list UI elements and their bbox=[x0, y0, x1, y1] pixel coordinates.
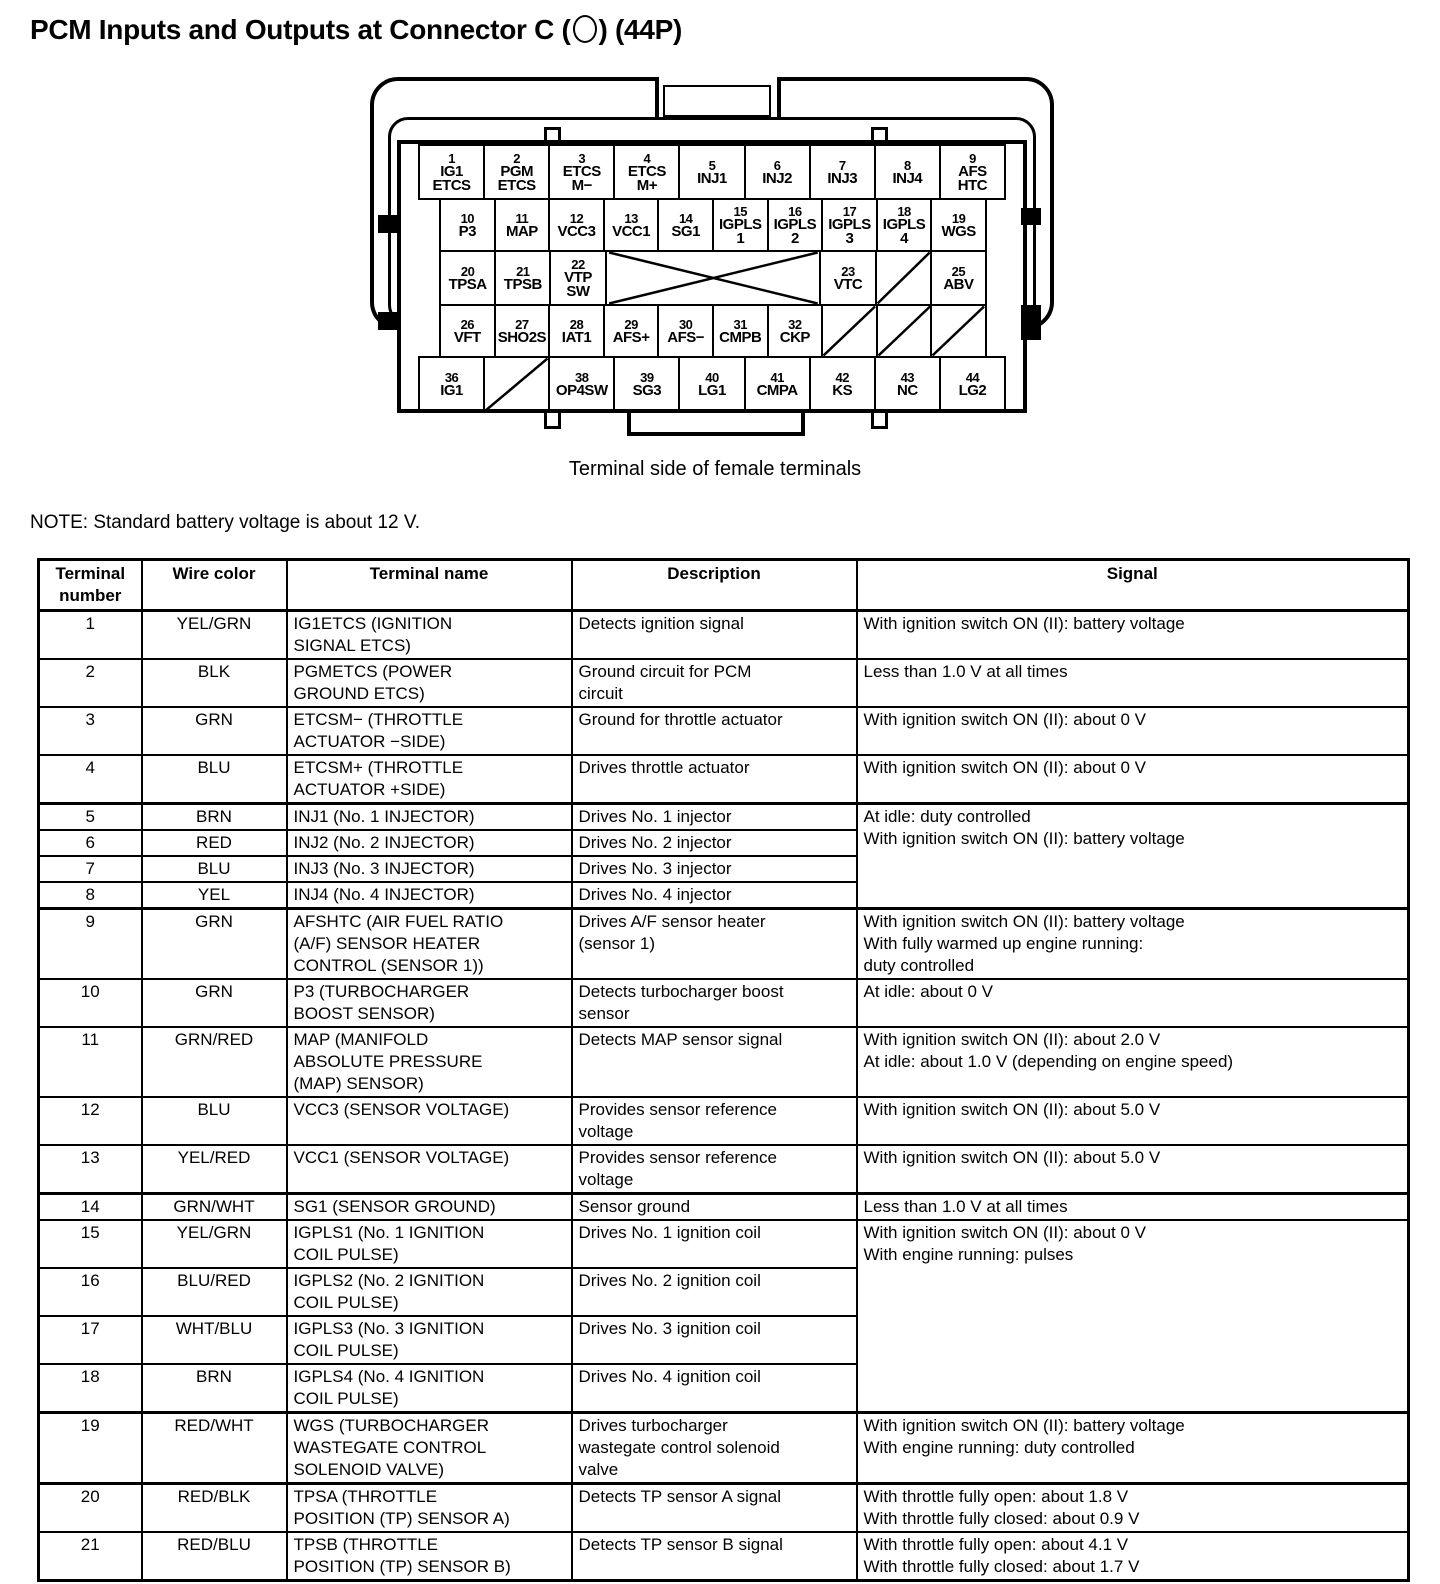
pin-32: 32 CKP bbox=[767, 304, 824, 358]
terminal-row-21 bbox=[39, 1532, 1409, 1581]
wire-color: BLU bbox=[142, 1097, 287, 1145]
terminal-number: 7 bbox=[39, 856, 142, 882]
signal: Less than 1.0 V at all times bbox=[857, 1194, 1409, 1221]
col-header-description: Description bbox=[572, 560, 857, 611]
wire-color: WHT/BLU bbox=[142, 1316, 287, 1364]
signal: With ignition switch ON (II): about 0 V With engine running: pulses bbox=[857, 1220, 1409, 1413]
terminal-number: 11 bbox=[39, 1027, 142, 1097]
terminal-name: INJ3 (No. 3 INJECTOR) bbox=[287, 856, 572, 882]
pin-4: 4 ETCS M+ bbox=[613, 144, 680, 200]
terminal-name: WGS (TURBOCHARGER WASTEGATE CONTROL SOLENOID VALVE) bbox=[287, 1413, 572, 1484]
terminal-number: 2 bbox=[39, 659, 142, 707]
description: Ground for throttle actuator bbox=[572, 707, 857, 755]
terminal-number: 16 bbox=[39, 1268, 142, 1316]
terminal-number: 13 bbox=[39, 1145, 142, 1194]
connector-top-slot-inner bbox=[663, 85, 771, 117]
description: Detects turbocharger boost sensor bbox=[572, 979, 857, 1027]
wire-color: GRN bbox=[142, 909, 287, 980]
description: Drives No. 3 ignition coil bbox=[572, 1316, 857, 1364]
wire-color: BLU/RED bbox=[142, 1268, 287, 1316]
pin-2: 2 PGM ETCS bbox=[483, 144, 550, 200]
pin-38: 38 OP4SW bbox=[548, 356, 615, 413]
terminal-name: VCC1 (SENSOR VOLTAGE) bbox=[287, 1145, 572, 1194]
wire-color: YEL/GRN bbox=[142, 1220, 287, 1268]
terminal-name: AFSHTC (AIR FUEL RATIO (A/F) SENSOR HEATER CONTROL (SENSOR 1)) bbox=[287, 909, 572, 980]
terminal-number: 6 bbox=[39, 830, 142, 856]
pin-11: 11 MAP bbox=[494, 198, 551, 252]
wire-color: RED/BLK bbox=[142, 1484, 287, 1533]
wire-color: YEL bbox=[142, 882, 287, 909]
pin-19: 19 WGS bbox=[930, 198, 987, 252]
pin-cell-empty bbox=[821, 304, 878, 358]
terminal-row-13 bbox=[39, 1145, 1409, 1194]
wire-color: GRN bbox=[142, 979, 287, 1027]
description: Drives A/F sensor heater (sensor 1) bbox=[572, 909, 857, 980]
terminal-name: INJ2 (No. 2 INJECTOR) bbox=[287, 830, 572, 856]
signal: With ignition switch ON (II): about 0 V bbox=[857, 755, 1409, 804]
pin-22: 22 VTP SW bbox=[549, 250, 606, 306]
col-header-terminal-number: Terminal number bbox=[39, 560, 142, 611]
pin-1: 1 IG1 ETCS bbox=[418, 144, 485, 200]
terminal-row-10 bbox=[39, 979, 1409, 1027]
pin-25: 25 ABV bbox=[930, 250, 987, 306]
pin-row-2 bbox=[401, 198, 1023, 252]
connector-bottom-tab-right bbox=[871, 413, 888, 429]
pin-row-3 bbox=[401, 250, 1023, 306]
signal: With ignition switch ON (II): battery voltage With engine running: duty controlled bbox=[857, 1413, 1409, 1484]
terminal-row-1 bbox=[39, 611, 1409, 660]
pin-row-1 bbox=[401, 144, 1023, 200]
pin-43: 43 NC bbox=[874, 356, 941, 413]
pin-36: 36 IG1 bbox=[418, 356, 485, 413]
signal: With ignition switch ON (II): battery voltage With fully warmed up engine running: duty controlled bbox=[857, 909, 1409, 980]
description: Drives turbocharger wastegate control solenoid valve bbox=[572, 1413, 857, 1484]
description: Provides sensor reference voltage bbox=[572, 1097, 857, 1145]
description: Drives No. 1 ignition coil bbox=[572, 1220, 857, 1268]
wire-color: GRN/RED bbox=[142, 1027, 287, 1097]
pin-grid bbox=[397, 140, 1027, 413]
terminal-number: 12 bbox=[39, 1097, 142, 1145]
pin-27: 27 SHO2S bbox=[494, 304, 551, 358]
description: Detects TP sensor B signal bbox=[572, 1532, 857, 1581]
terminal-name: P3 (TURBOCHARGER BOOST SENSOR) bbox=[287, 979, 572, 1027]
pin-18: 18 IGPLS 4 bbox=[876, 198, 933, 252]
pin-44: 44 LG2 bbox=[939, 356, 1006, 413]
connector-latch-left-lower bbox=[378, 312, 398, 330]
description: Detects MAP sensor signal bbox=[572, 1027, 857, 1097]
pin-28: 28 IAT1 bbox=[548, 304, 605, 358]
terminal-number: 14 bbox=[39, 1194, 142, 1221]
description: Drives No. 2 ignition coil bbox=[572, 1268, 857, 1316]
description: Drives No. 2 injector bbox=[572, 830, 857, 856]
description: Drives throttle actuator bbox=[572, 755, 857, 804]
connector-latch-left-upper bbox=[378, 215, 398, 233]
connector-latch-right-lower bbox=[1021, 305, 1041, 340]
pin-40: 40 LG1 bbox=[678, 356, 745, 413]
wire-color: BRN bbox=[142, 1364, 287, 1413]
pin-39: 39 SG3 bbox=[613, 356, 680, 413]
pin-10: 10 P3 bbox=[439, 198, 496, 252]
terminal-row-5 bbox=[39, 804, 1409, 831]
terminal-name: INJ4 (No. 4 INJECTOR) bbox=[287, 882, 572, 909]
terminal-row-3 bbox=[39, 707, 1409, 755]
terminal-row-2 bbox=[39, 659, 1409, 707]
wire-color: RED/BLU bbox=[142, 1532, 287, 1581]
col-header-terminal-name: Terminal name bbox=[287, 560, 572, 611]
signal: Less than 1.0 V at all times bbox=[857, 659, 1409, 707]
terminal-row-14 bbox=[39, 1194, 1409, 1221]
connector-diagram bbox=[365, 75, 1065, 447]
terminal-name: INJ1 (No. 1 INJECTOR) bbox=[287, 804, 572, 831]
page-title bbox=[30, 14, 682, 46]
pin-8: 8 INJ4 bbox=[874, 144, 941, 200]
terminal-name: IGPLS1 (No. 1 IGNITION COIL PULSE) bbox=[287, 1220, 572, 1268]
terminal-number: 18 bbox=[39, 1364, 142, 1413]
wire-color: RED bbox=[142, 830, 287, 856]
signal: At idle: about 0 V bbox=[857, 979, 1409, 1027]
connector-caption: Terminal side of female terminals bbox=[568, 458, 862, 480]
terminal-number: 8 bbox=[39, 882, 142, 909]
terminal-number: 15 bbox=[39, 1220, 142, 1268]
pin-row-4 bbox=[401, 304, 1023, 358]
description: Detects TP sensor A signal bbox=[572, 1484, 857, 1533]
col-header-signal: Signal bbox=[857, 560, 1409, 611]
battery-voltage-note: NOTE: Standard battery voltage is about 12 V. bbox=[30, 512, 421, 533]
pin-15: 15 IGPLS 1 bbox=[712, 198, 769, 252]
description: Ground circuit for PCM circuit bbox=[572, 659, 857, 707]
terminal-row-4 bbox=[39, 755, 1409, 804]
pin-23: 23 VTC bbox=[819, 250, 876, 306]
terminal-row-19 bbox=[39, 1413, 1409, 1484]
description: Drives No. 3 injector bbox=[572, 856, 857, 882]
connector-c-circle-icon bbox=[573, 15, 597, 43]
terminal-number: 5 bbox=[39, 804, 142, 831]
pin-9: 9 AFS HTC bbox=[939, 144, 1006, 200]
terminal-number: 17 bbox=[39, 1316, 142, 1364]
terminal-name: VCC3 (SENSOR VOLTAGE) bbox=[287, 1097, 572, 1145]
signal: At idle: duty controlled With ignition switch ON (II): battery voltage bbox=[857, 804, 1409, 909]
pin-cell-empty bbox=[876, 304, 933, 358]
description: Drives No. 4 ignition coil bbox=[572, 1364, 857, 1413]
pin-41: 41 CMPA bbox=[744, 356, 811, 413]
terminal-number: 1 bbox=[39, 611, 142, 660]
connector-bottom-tab-left bbox=[544, 413, 561, 429]
pin-3: 3 ETCS M− bbox=[548, 144, 615, 200]
terminal-number: 4 bbox=[39, 755, 142, 804]
pin-7: 7 INJ3 bbox=[809, 144, 876, 200]
pin-5: 5 INJ1 bbox=[678, 144, 745, 200]
terminal-name: IGPLS3 (No. 3 IGNITION COIL PULSE) bbox=[287, 1316, 572, 1364]
wire-color: YEL/RED bbox=[142, 1145, 287, 1194]
pin-16: 16 IGPLS 2 bbox=[767, 198, 824, 252]
terminal-number: 21 bbox=[39, 1532, 142, 1581]
terminal-row-11 bbox=[39, 1027, 1409, 1097]
terminal-table bbox=[37, 558, 1410, 1582]
pin-31: 31 CMPB bbox=[712, 304, 769, 358]
pin-cell-empty bbox=[875, 250, 932, 306]
terminal-name: TPSA (THROTTLE POSITION (TP) SENSOR A) bbox=[287, 1484, 572, 1533]
description: Sensor ground bbox=[572, 1194, 857, 1221]
pin-26: 26 VFT bbox=[439, 304, 496, 358]
terminal-name: TPSB (THROTTLE POSITION (TP) SENSOR B) bbox=[287, 1532, 572, 1581]
terminal-name: ETCSM+ (THROTTLE ACTUATOR +SIDE) bbox=[287, 755, 572, 804]
terminal-name: SG1 (SENSOR GROUND) bbox=[287, 1194, 572, 1221]
description: Drives No. 1 injector bbox=[572, 804, 857, 831]
pin-cell-crossed-out bbox=[605, 250, 822, 306]
wire-color: YEL/GRN bbox=[142, 611, 287, 660]
wire-color: RED/WHT bbox=[142, 1413, 287, 1484]
terminal-row-20 bbox=[39, 1484, 1409, 1533]
terminal-name: PGMETCS (POWER GROUND ETCS) bbox=[287, 659, 572, 707]
wire-color: BRN bbox=[142, 804, 287, 831]
terminal-number: 10 bbox=[39, 979, 142, 1027]
terminal-row-12 bbox=[39, 1097, 1409, 1145]
pin-6: 6 INJ2 bbox=[744, 144, 811, 200]
wire-color: BLU bbox=[142, 856, 287, 882]
pin-row-5 bbox=[401, 356, 1023, 413]
wire-color: GRN/WHT bbox=[142, 1194, 287, 1221]
connector-top-slot bbox=[655, 77, 781, 117]
signal: With throttle fully open: about 1.8 V With throttle fully closed: about 0.9 V bbox=[857, 1484, 1409, 1533]
pin-42: 42 KS bbox=[809, 356, 876, 413]
pin-20: 20 TPSA bbox=[439, 250, 496, 306]
pin-17: 17 IGPLS 3 bbox=[821, 198, 878, 252]
terminal-row-15 bbox=[39, 1220, 1409, 1268]
wire-color: BLU bbox=[142, 755, 287, 804]
pin-cell-empty bbox=[483, 356, 550, 413]
connector-latch-right-upper bbox=[1021, 208, 1041, 225]
terminal-name: IGPLS4 (No. 4 IGNITION COIL PULSE) bbox=[287, 1364, 572, 1413]
terminal-number: 3 bbox=[39, 707, 142, 755]
terminal-number: 9 bbox=[39, 909, 142, 980]
description: Provides sensor reference voltage bbox=[572, 1145, 857, 1194]
col-header-wire-color: Wire color bbox=[142, 560, 287, 611]
pin-30: 30 AFS− bbox=[657, 304, 714, 358]
pin-21: 21 TPSB bbox=[494, 250, 551, 306]
terminal-number: 19 bbox=[39, 1413, 142, 1484]
wire-color: BLK bbox=[142, 659, 287, 707]
signal: With throttle fully open: about 4.1 V With throttle fully closed: about 1.7 V bbox=[857, 1532, 1409, 1581]
title-text-suffix: ) (44P) bbox=[598, 14, 682, 45]
pin-cell-empty bbox=[930, 304, 987, 358]
connector-bottom-keyway bbox=[627, 413, 805, 436]
terminal-name: IG1ETCS (IGNITION SIGNAL ETCS) bbox=[287, 611, 572, 660]
table-header-row bbox=[39, 560, 1409, 611]
signal: With ignition switch ON (II): about 2.0 V At idle: about 1.0 V (depending on engine speed) bbox=[857, 1027, 1409, 1097]
terminal-row-9 bbox=[39, 909, 1409, 980]
title-text-prefix: PCM Inputs and Outputs at Connector C ( bbox=[30, 14, 571, 45]
signal: With ignition switch ON (II): about 5.0 V bbox=[857, 1145, 1409, 1194]
signal: With ignition switch ON (II): battery voltage bbox=[857, 611, 1409, 660]
description: Drives No. 4 injector bbox=[572, 882, 857, 909]
pin-29: 29 AFS+ bbox=[603, 304, 660, 358]
description: Detects ignition signal bbox=[572, 611, 857, 660]
terminal-name: MAP (MANIFOLD ABSOLUTE PRESSURE (MAP) SENSOR) bbox=[287, 1027, 572, 1097]
pin-12: 12 VCC3 bbox=[548, 198, 605, 252]
terminal-number: 20 bbox=[39, 1484, 142, 1533]
pin-13: 13 VCC1 bbox=[603, 198, 660, 252]
wire-color: GRN bbox=[142, 707, 287, 755]
pin-14: 14 SG1 bbox=[657, 198, 714, 252]
signal: With ignition switch ON (II): about 0 V bbox=[857, 707, 1409, 755]
signal: With ignition switch ON (II): about 5.0 V bbox=[857, 1097, 1409, 1145]
terminal-name: ETCSM− (THROTTLE ACTUATOR −SIDE) bbox=[287, 707, 572, 755]
terminal-name: IGPLS2 (No. 2 IGNITION COIL PULSE) bbox=[287, 1268, 572, 1316]
